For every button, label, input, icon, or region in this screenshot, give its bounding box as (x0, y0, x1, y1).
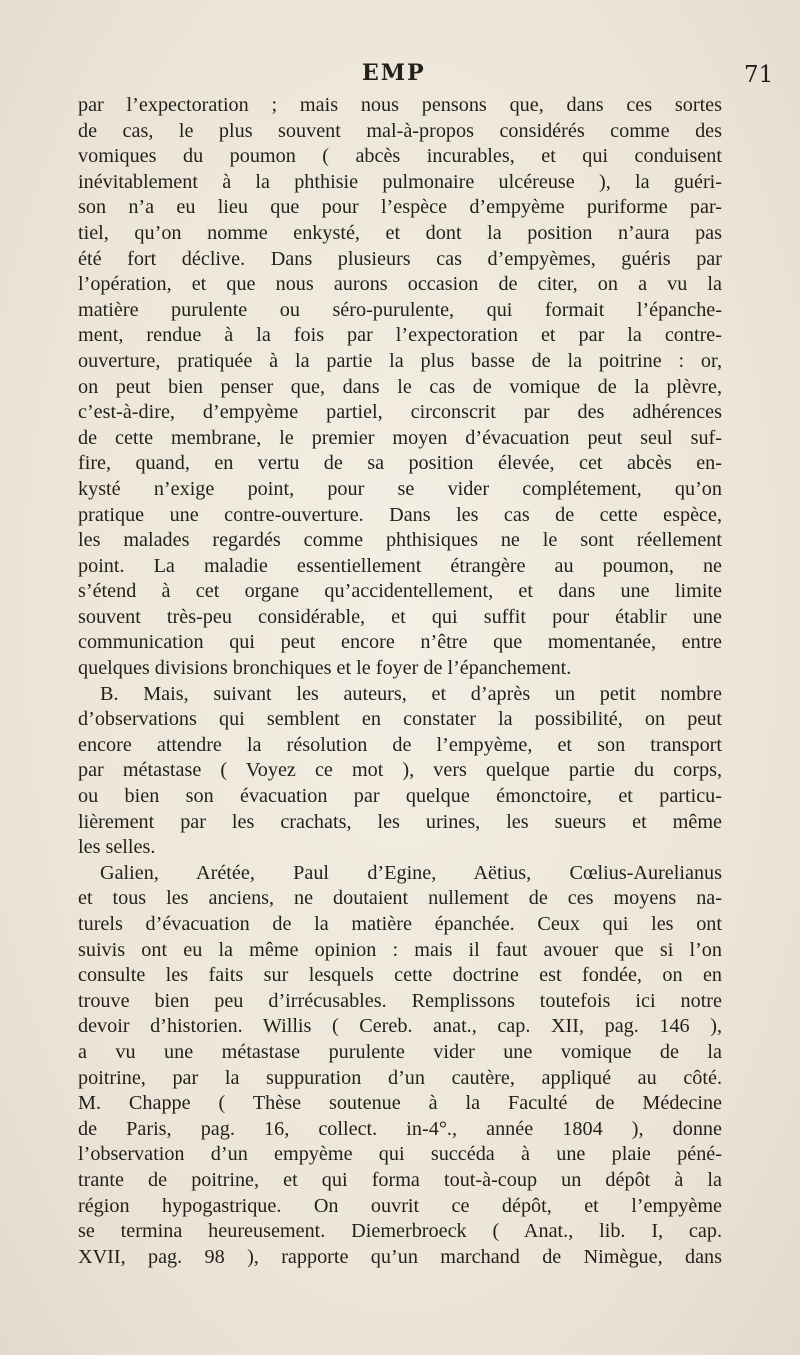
text-line: été fort déclive. Dans plusieurs cas d’empyèmes, guéris par (78, 247, 722, 270)
text-line: se termina heureusement. Diemerbroeck ( Anat., lib. I, cap. (78, 1220, 722, 1243)
text-line: suivis ont eu la même opinion : mais il faut avouer que si l’on (78, 938, 722, 961)
text-line: point. La maladie essentiellement étrangère au poumon, ne (78, 554, 722, 577)
text-line: d’observations qui semblent en constater la possibilité, on peut (78, 708, 722, 731)
text-line: matière purulente ou séro-purulente, qui formait l’épanche- (78, 298, 722, 321)
text-line: de Paris, pag. 16, collect. in-4°., année 1804 ), donne (78, 1117, 722, 1140)
text-line: quelques divisions bronchiques et le foyer de l’épanchement. (78, 657, 572, 680)
text-line: de cas, le plus souvent mal-à-propos considérés comme des (78, 119, 722, 142)
text-line: région hypogastrique. On ouvrit ce dépôt, et l’empyème (78, 1194, 722, 1217)
text-line: encore attendre la résolution de l’empyème, et son transport (78, 733, 722, 756)
body-text (78, 93, 722, 1270)
text-line: ment, rendue à la fois par l’expectoration et par la contre- (78, 324, 722, 347)
text-line: vomiques du poumon ( abcès incurables, et qui conduisent (78, 145, 722, 168)
text-line: consulte les faits sur lesquels cette doctrine est fondée, on en (78, 964, 722, 987)
text-line: les selles. (78, 836, 156, 859)
text-line: trouve bien peu d’irrécusables. Remplissons toutefois ici notre (78, 989, 722, 1012)
text-line: de cette membrane, le premier moyen d’évacuation peut seul suf- (78, 426, 722, 449)
text-line: les malades regardés comme phthisiques ne le sont réellement (78, 529, 722, 552)
text-line: poitrine, par la suppuration d’un cautère, appliqué au côté. (78, 1066, 722, 1089)
text-line: tiel, qu’on nomme enkysté, et dont la position n’aura pas (78, 221, 722, 244)
text-line: ou bien son évacuation par quelque émonctoire, et particu- (78, 785, 722, 808)
text-line: Galien, Arétée, Paul d’Egine, Aëtius, Cœlius-Aurelianus (100, 861, 722, 884)
text-line: lièrement par les crachats, les urines, les sueurs et même (78, 810, 722, 833)
text-line: turels d’évacuation de la matière épanchée. Ceux qui les ont (78, 913, 722, 935)
page-number: 71 (744, 62, 774, 88)
text-line: a vu une métastase purulente vider une vomique de la (78, 1040, 722, 1063)
text-line: s’étend à cet organe qu’accidentellement, et dans une limite (78, 580, 722, 603)
text-line: son n’a eu lieu que pour l’espèce d’empyème puriforme par- (78, 196, 722, 219)
text-line: et tous les anciens, ne doutaient nullement de ces moyens na- (78, 887, 722, 910)
text-line: c’est-à-dire, d’empyème partiel, circonscrit par des adhérences (78, 401, 722, 424)
text-line: l’observation d’un empyème qui succéda à une plaie péné- (78, 1143, 722, 1166)
running-head-title: EMP (362, 60, 426, 86)
text-line: inévitablement à la phthisie pulmonaire ulcéreuse ), la guéri- (78, 170, 722, 193)
text-line: trante de poitrine, et qui forma tout-à-coup un dépôt à la (78, 1168, 722, 1191)
text-line: par l’expectoration ; mais nous pensons que, dans ces sortes (78, 94, 722, 116)
text-line: l’opération, et que nous aurons occasion de citer, on a vu la (78, 273, 722, 296)
text-line: ouverture, pratiquée à la partie la plus basse de la poitrine : or, (78, 349, 722, 372)
running-head (0, 60, 800, 94)
text-line: M. Chappe ( Thèse soutenue à la Faculté de Médecine (78, 1092, 722, 1115)
text-line: kysté n’exige point, pour se vider complétement, qu’on (78, 477, 722, 500)
text-line: communication qui peut encore n’être que momentanée, entre (78, 631, 722, 654)
text-line: on peut bien penser que, dans le cas de vomique de la plèvre, (78, 375, 722, 398)
text-line: souvent très-peu considérable, et qui suffit pour établir une (78, 605, 722, 628)
text-line: par métastase ( Voyez ce mot ), vers quelque partie du corps, (78, 759, 722, 782)
text-line: devoir d’historien. Willis ( Cereb. anat., cap. XII, pag. 146 ), (78, 1015, 722, 1038)
text-line: B. Mais, suivant les auteurs, et d’après un petit nombre (100, 682, 722, 705)
text-line: XVII, pag. 98 ), rapporte qu’un marchand de Nimègue, dans (78, 1245, 722, 1268)
text-line: fire, quand, en vertu de sa position élevée, cet abcès en- (78, 452, 722, 475)
text-line: pratique une contre-ouverture. Dans les cas de cette espèce, (78, 503, 722, 526)
